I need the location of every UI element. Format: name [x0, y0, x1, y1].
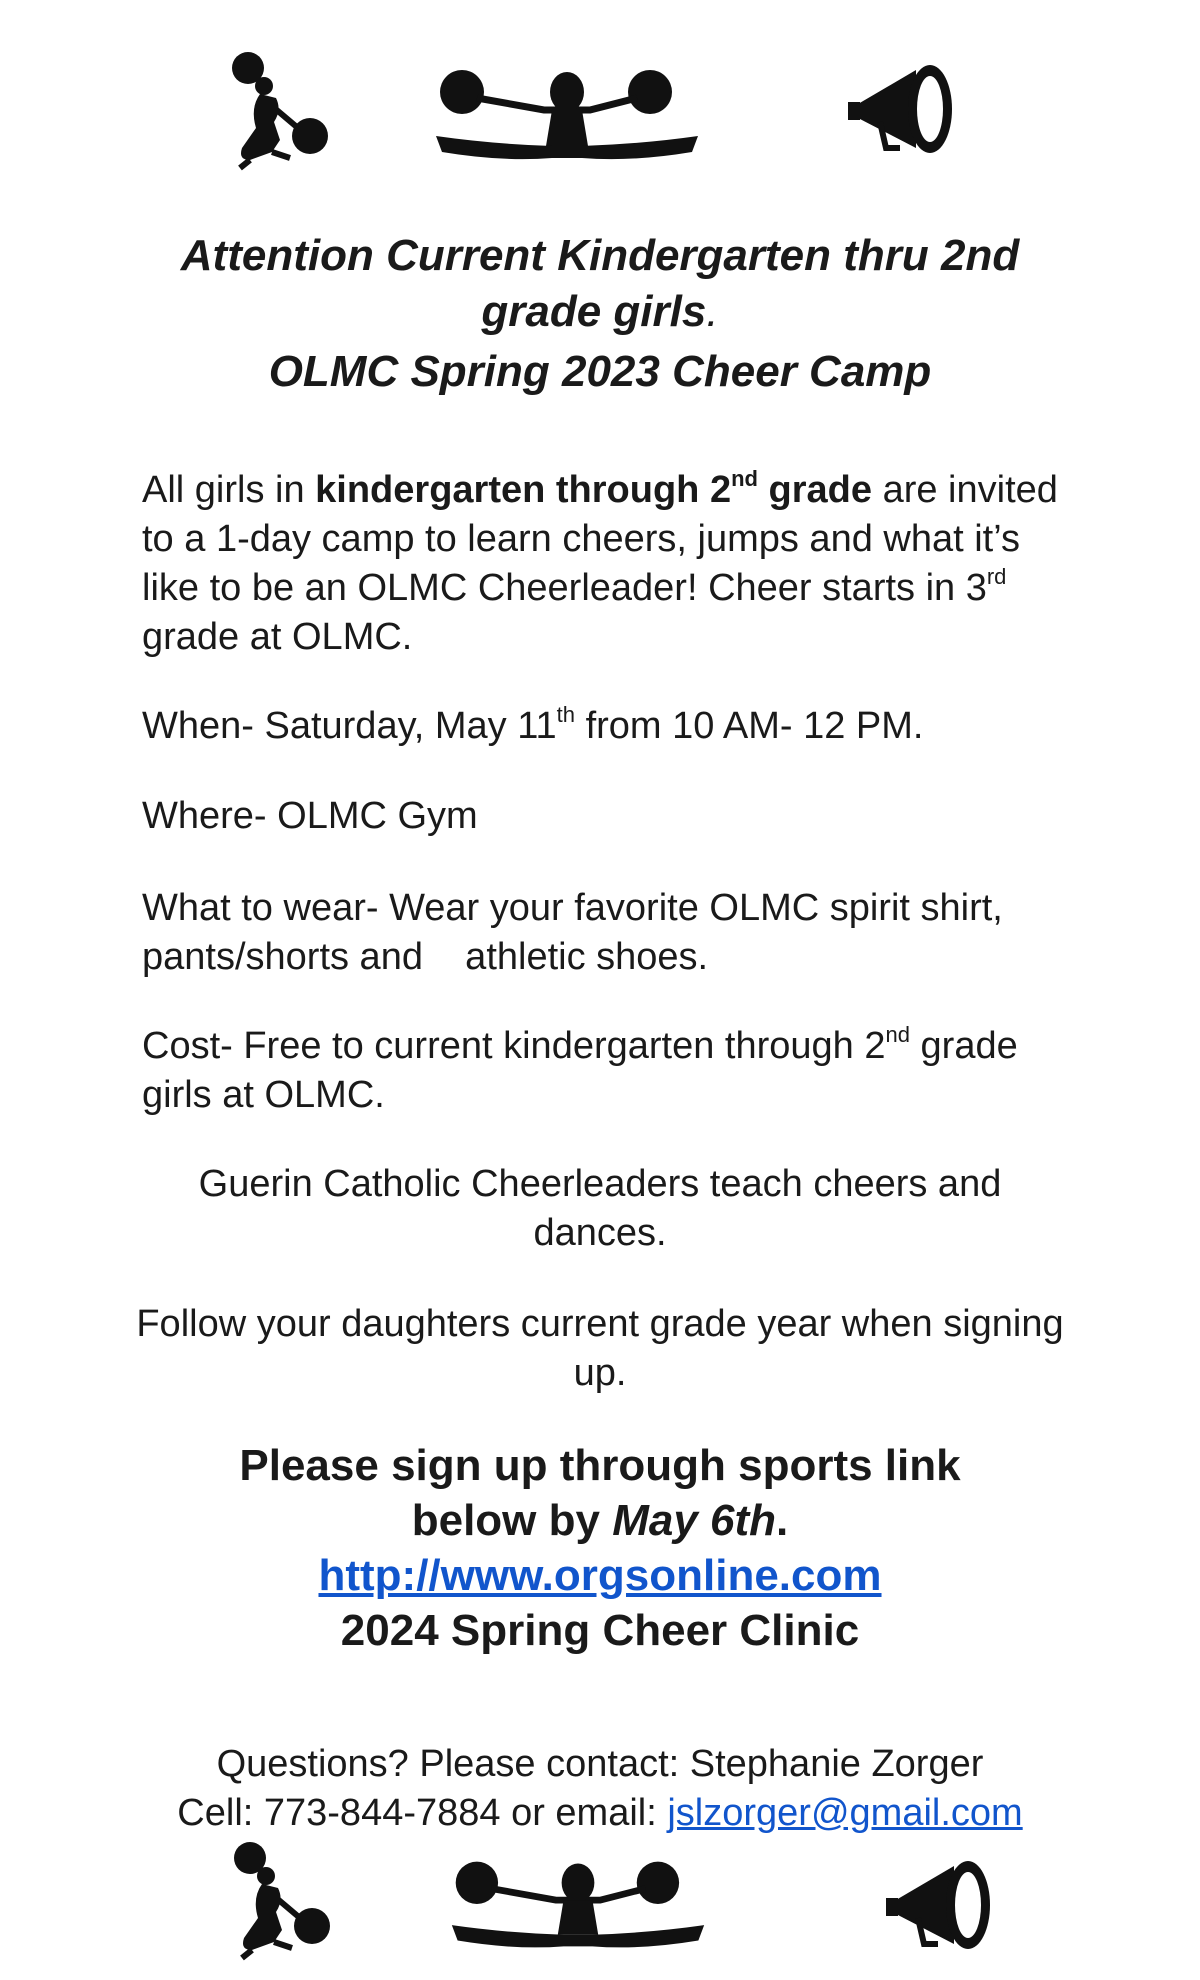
heading-line-1: Attention Current Kindergarten thru 2nd: [180, 231, 1020, 280]
cheerleader-kneeling-icon: [220, 48, 340, 173]
signup-block: [130, 1438, 1070, 1658]
cheerleader-jump-icon: [448, 1850, 708, 1956]
signup-deadline: May 6th: [612, 1496, 777, 1545]
signup-line-2: below by May 6th.: [411, 1496, 789, 1545]
clinic-name: 2024 Spring Cheer Clinic: [340, 1606, 860, 1655]
cost-paragraph: Cost- Free to current kindergarten through 2nd grade girls at OLMC.: [142, 1022, 1018, 1116]
bottom-icon-row: [0, 1838, 1200, 1978]
wear-paragraph: What to wear- Wear your favorite OLMC spirit shirt, pants/shorts and athletic shoes.: [142, 887, 1003, 978]
guerin-paragraph: Guerin Catholic Cheerleaders teach cheers and dances.: [198, 1163, 1002, 1254]
signup-link[interactable]: http://www.orgsonline.com: [318, 1551, 882, 1600]
where-line: Where- OLMC Gym: [142, 795, 478, 837]
contact-block: [110, 1740, 1090, 1838]
follow-paragraph: Follow your daughters current grade year when signing up.: [136, 1303, 1064, 1394]
when-line: When- Saturday, May 11th from 10 AM- 12 PM.: [142, 702, 924, 747]
contact-email-link[interactable]: jslzorger@gmail.com: [667, 1792, 1023, 1834]
heading-attention: [130, 228, 1070, 340]
heading-line-2: grade girls.: [481, 287, 719, 336]
top-icon-row: [0, 40, 1200, 180]
cheerleader-kneeling-icon: [222, 1838, 342, 1963]
heading-camp-title: OLMC Spring 2023 Cheer Camp: [268, 347, 932, 396]
contact-line-2: Cell: 773-844-7884 or email: jslzorger@gmail.com: [177, 1792, 1023, 1834]
cheerleader-jump-icon: [432, 58, 702, 168]
intro-paragraph: All girls in kindergarten through 2nd grade are invited to a 1-day camp to learn cheers, jumps and what it’s like to be an OLMC Cheerleader! Cheer starts in 3rd grade at OLMC.: [142, 466, 1058, 658]
megaphone-icon: [846, 52, 976, 167]
megaphone-icon: [884, 1848, 1014, 1963]
contact-line-1: Questions? Please contact: Stephanie Zorger: [216, 1743, 984, 1785]
signup-line-1: Please sign up through sports link: [239, 1441, 961, 1490]
